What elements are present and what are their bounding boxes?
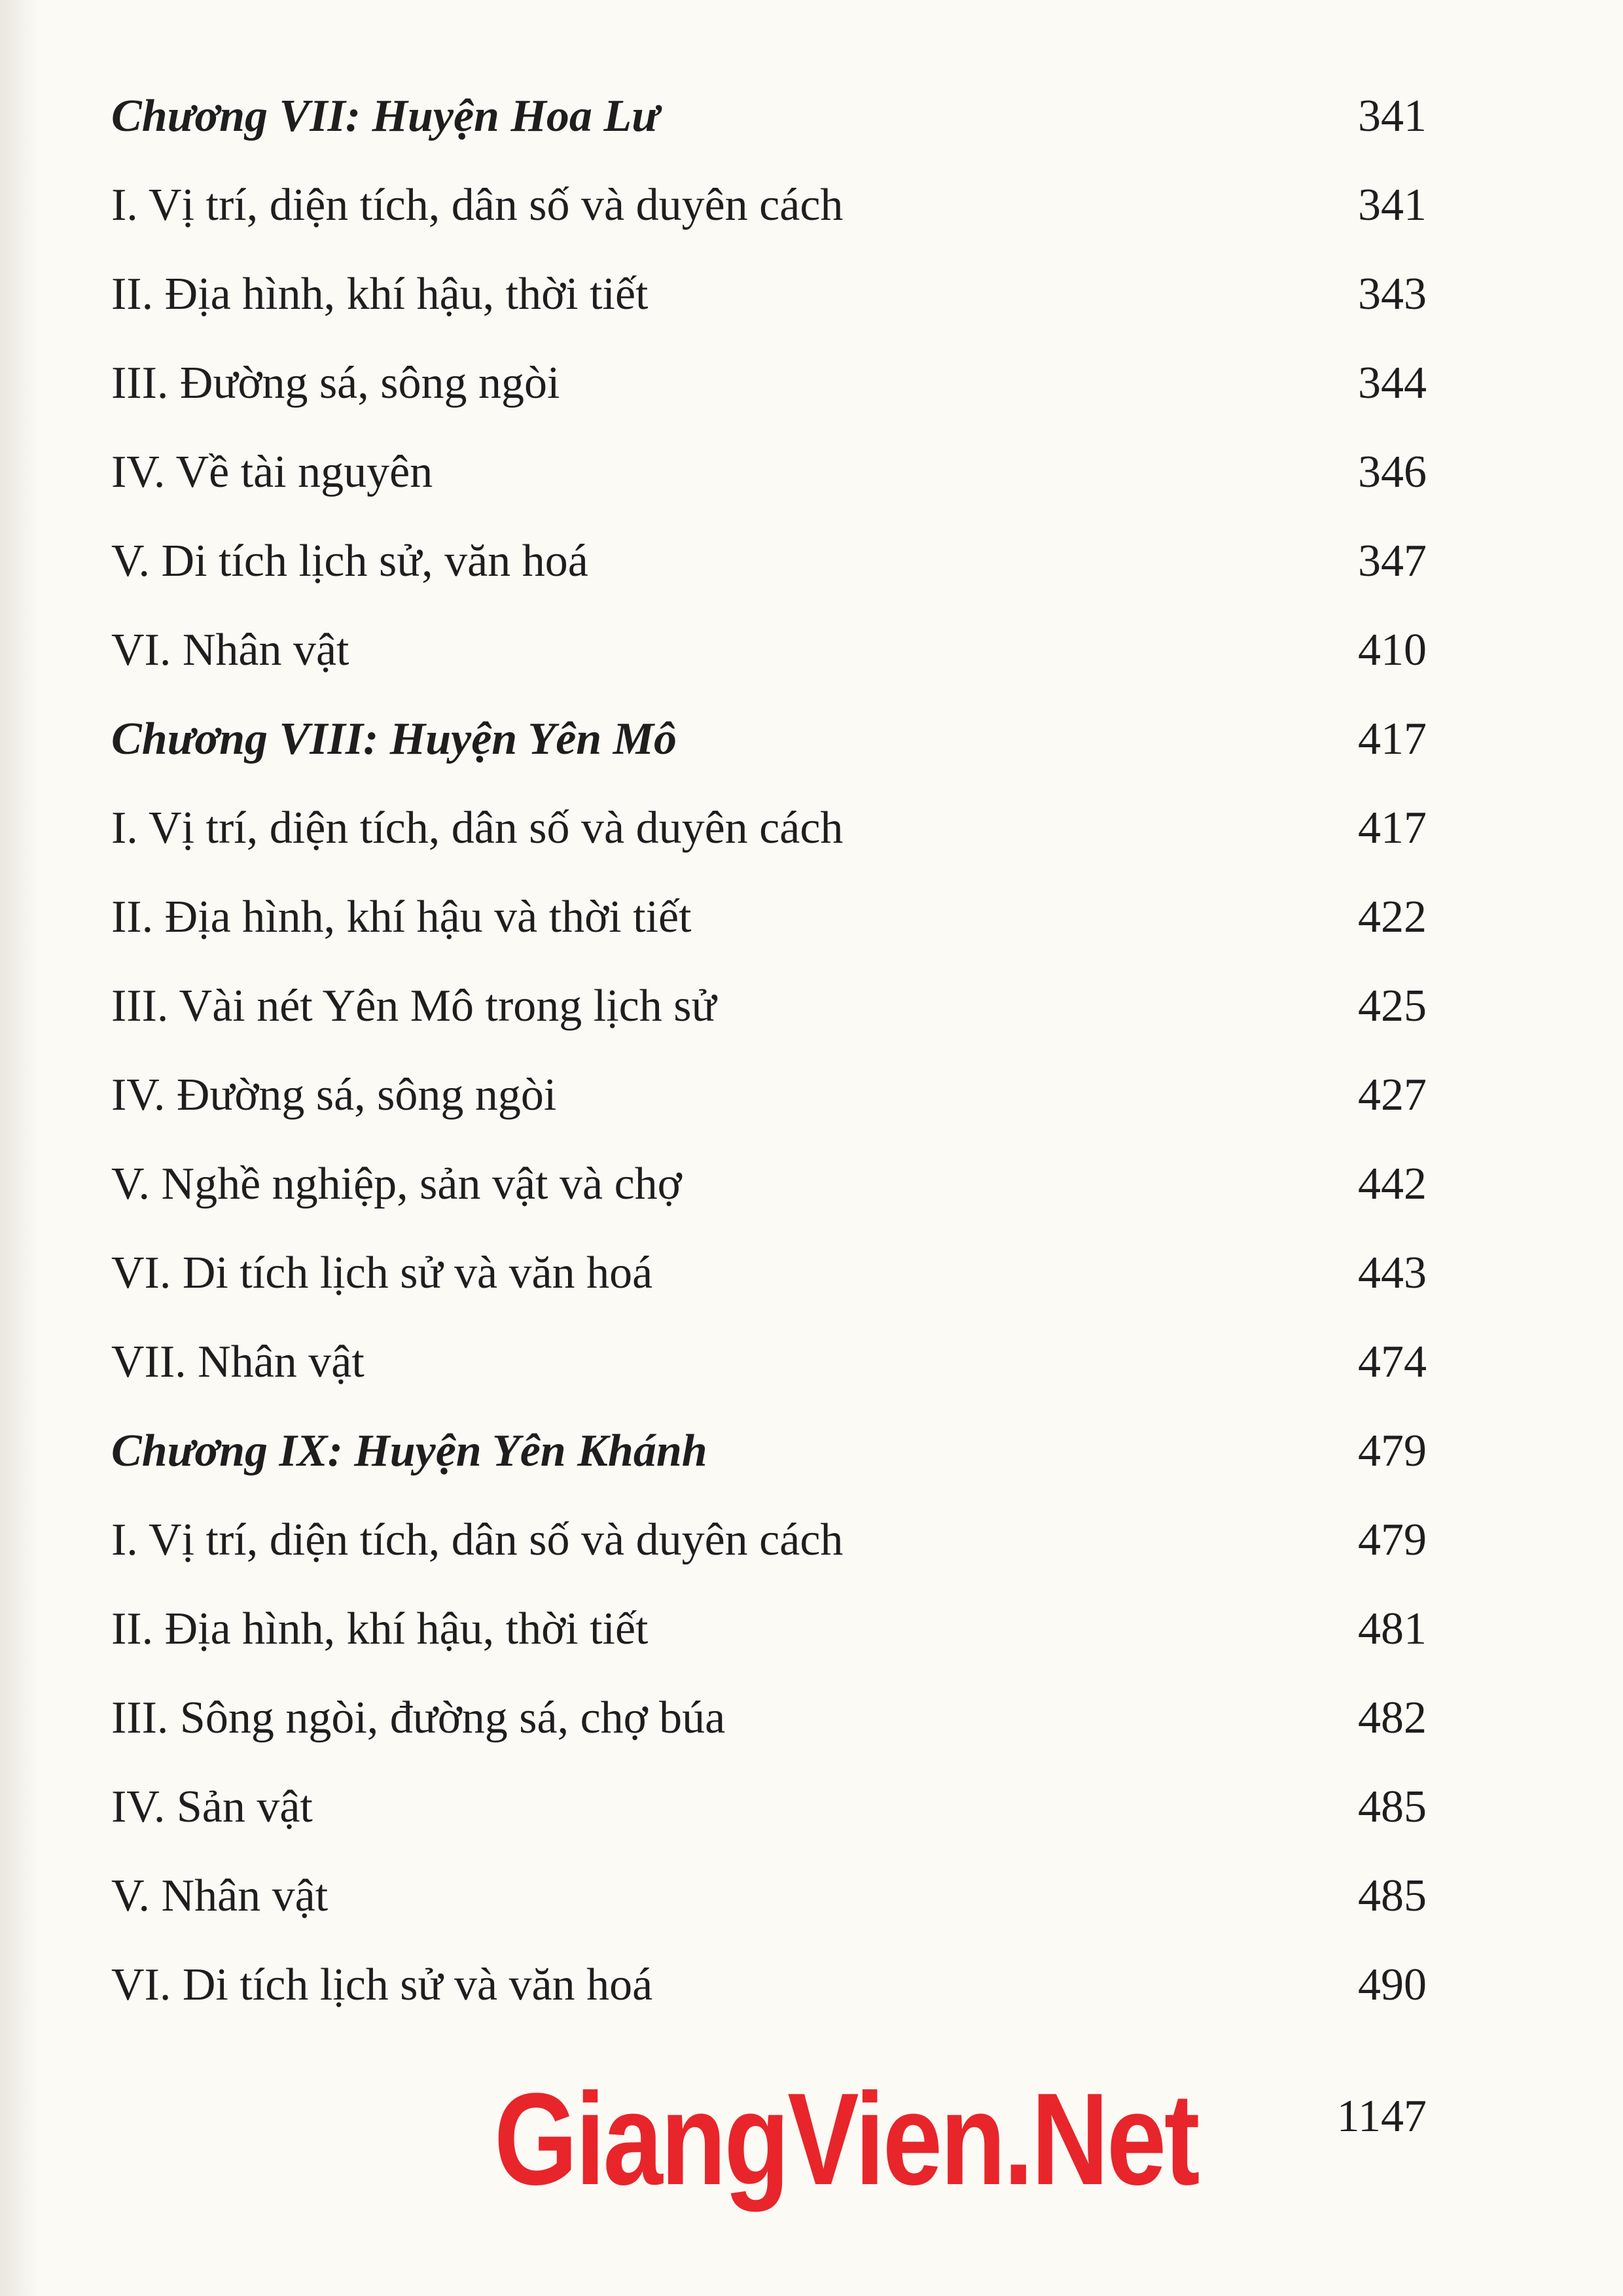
table-of-contents <box>111 72 1427 2030</box>
toc-section-row <box>111 1496 1427 1585</box>
toc-section-row <box>111 1051 1427 1140</box>
toc-page-number: 485 <box>1358 1782 1427 1832</box>
toc-page-number: 490 <box>1358 1960 1427 2010</box>
section-title: V. Di tích lịch sử, văn hoá <box>111 536 588 586</box>
section-title: I. Vị trí, diện tích, dân số và duyên cách <box>111 180 844 230</box>
section-title: VI. Di tích lịch sử và văn hoá <box>111 1248 653 1298</box>
section-title: V. Nhân vật <box>111 1871 329 1921</box>
toc-section-row <box>111 517 1427 606</box>
toc-section-row <box>111 606 1427 695</box>
toc-page-number: 344 <box>1358 358 1427 408</box>
toc-section-row <box>111 1852 1427 1941</box>
toc-section-row <box>111 161 1427 250</box>
page-edge-shadow <box>0 0 39 2296</box>
section-title: VI. Nhân vật <box>111 625 349 675</box>
toc-section-row <box>111 1229 1427 1318</box>
toc-page-number: 482 <box>1358 1693 1427 1743</box>
chapter-title: Chương VIII: Huyện Yên Mô <box>111 714 677 764</box>
toc-section-row <box>111 1585 1427 1674</box>
chapter-title: Chương IX: Huyện Yên Khánh <box>111 1426 707 1476</box>
toc-page-number: 341 <box>1358 91 1427 141</box>
section-title: VI. Di tích lịch sử và văn hoá <box>111 1960 653 2010</box>
page-number: 1147 <box>1336 2091 1427 2142</box>
toc-section-row <box>111 873 1427 962</box>
toc-page-number: 425 <box>1358 981 1427 1031</box>
chapter-title: Chương VII: Huyện Hoa Lư <box>111 91 660 141</box>
section-title: IV. Về tài nguyên <box>111 447 433 497</box>
toc-page-number: 347 <box>1358 536 1427 586</box>
toc-section-row <box>111 428 1427 517</box>
section-title: II. Địa hình, khí hậu, thời tiết <box>111 1604 649 1654</box>
section-title: III. Sông ngòi, đường sá, chợ búa <box>111 1693 726 1743</box>
toc-page-number: 343 <box>1358 269 1427 319</box>
toc-page-number: 485 <box>1358 1871 1427 1921</box>
toc-section-row <box>111 784 1427 873</box>
section-title: I. Vị trí, diện tích, dân số và duyên cách <box>111 803 844 853</box>
toc-page-number: 410 <box>1358 625 1427 675</box>
section-title: VII. Nhân vật <box>111 1337 365 1387</box>
section-title: III. Vài nét Yên Mô trong lịch sử <box>111 981 717 1031</box>
toc-section-row <box>111 962 1427 1051</box>
toc-page-number: 479 <box>1358 1426 1427 1476</box>
toc-section-row <box>111 1674 1427 1763</box>
toc-page-number: 417 <box>1358 803 1427 853</box>
toc-section-row <box>111 339 1427 428</box>
section-title: III. Đường sá, sông ngòi <box>111 358 560 408</box>
section-title: II. Địa hình, khí hậu, thời tiết <box>111 269 649 319</box>
toc-page-number: 481 <box>1358 1604 1427 1654</box>
section-title: II. Địa hình, khí hậu và thời tiết <box>111 892 692 942</box>
toc-chapter-row <box>111 695 1427 784</box>
watermark-logo: GiangVien.Net <box>494 2066 1198 2212</box>
toc-page-number: 479 <box>1358 1515 1427 1565</box>
toc-page-number: 417 <box>1358 714 1427 764</box>
toc-chapter-row <box>111 1407 1427 1496</box>
toc-page-number: 427 <box>1358 1070 1427 1120</box>
section-title: I. Vị trí, diện tích, dân số và duyên cách <box>111 1515 844 1565</box>
toc-section-row <box>111 1941 1427 2030</box>
toc-page-number: 443 <box>1358 1248 1427 1298</box>
toc-page-number: 474 <box>1358 1337 1427 1387</box>
section-title: V. Nghề nghiệp, sản vật và chợ <box>111 1159 682 1209</box>
toc-section-row <box>111 250 1427 339</box>
toc-section-row <box>111 1318 1427 1407</box>
toc-section-row <box>111 1763 1427 1852</box>
toc-page-number: 346 <box>1358 447 1427 497</box>
toc-page-number: 442 <box>1358 1159 1427 1209</box>
toc-page-number: 422 <box>1358 892 1427 942</box>
section-title: IV. Đường sá, sông ngòi <box>111 1070 557 1120</box>
section-title: IV. Sản vật <box>111 1782 313 1832</box>
toc-section-row <box>111 1140 1427 1229</box>
toc-chapter-row <box>111 72 1427 161</box>
toc-page-number: 341 <box>1358 180 1427 230</box>
